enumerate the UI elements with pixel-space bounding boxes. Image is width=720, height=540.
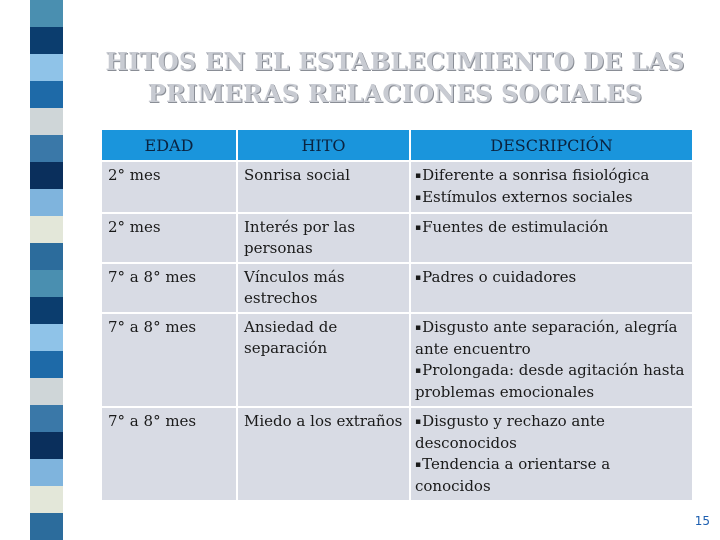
header-edad: EDAD	[101, 129, 237, 161]
cell-descripcion	[410, 263, 693, 313]
description-bullet-item	[415, 165, 686, 187]
stripe-square	[30, 81, 63, 108]
stripe-square	[30, 135, 63, 162]
stripe-square	[30, 297, 63, 324]
stripe-square	[30, 243, 63, 270]
header-hito: HITO	[237, 129, 410, 161]
stripe-square	[30, 162, 63, 189]
description-text: Tendencia a orientarse a conocidos	[415, 455, 611, 495]
cell-hito: Miedo a los extraños	[237, 407, 410, 501]
stripe-square	[30, 0, 63, 27]
table-row	[101, 313, 693, 407]
stripe-square	[30, 270, 63, 297]
cell-edad: 2° mes	[101, 161, 237, 213]
cell-hito: Vínculos más estrechos	[237, 263, 410, 313]
stripe-square	[30, 378, 63, 405]
milestones-table	[100, 128, 694, 502]
bullet-icon: ▪	[415, 323, 422, 333]
table-row	[101, 213, 693, 263]
cell-edad: 7° a 8° mes	[101, 263, 237, 313]
cell-descripcion	[410, 213, 693, 263]
description-bullet-item	[415, 317, 686, 360]
description-bullet-item	[415, 187, 686, 209]
description-text: Estímulos externos sociales	[422, 188, 633, 206]
stripe-square	[30, 351, 63, 378]
description-text: Disgusto ante separación, alegría ante encuentro	[415, 318, 678, 358]
cell-hito: Sonrisa social	[237, 161, 410, 213]
table-row	[101, 263, 693, 313]
description-bullet-item	[415, 217, 686, 239]
cell-hito: Ansiedad de separación	[237, 313, 410, 407]
cell-edad: 7° a 8° mes	[101, 407, 237, 501]
bullet-icon: ▪	[415, 460, 422, 470]
stripe-square	[30, 216, 63, 243]
slide-title: HITOS EN EL ESTABLECIMIENTO DE LAS PRIMERAS RELACIONES SOCIALES	[105, 47, 685, 108]
stripe-square	[30, 513, 63, 540]
bullet-icon: ▪	[415, 193, 422, 203]
cell-descripcion	[410, 407, 693, 501]
description-text: Diferente a sonrisa fisiológica	[422, 166, 650, 184]
stripe-square	[30, 27, 63, 54]
description-text: Prolongada: desde agitación hasta problemas emocionales	[415, 361, 685, 401]
description-text: Fuentes de estimulación	[422, 218, 609, 236]
header-descripcion: DESCRIPCIÓN	[410, 129, 693, 161]
stripe-square	[30, 324, 63, 351]
cell-descripcion	[410, 313, 693, 407]
page-number: 15	[694, 514, 710, 528]
table-row	[101, 161, 693, 213]
bullet-icon: ▪	[415, 417, 422, 427]
cell-edad: 7° a 8° mes	[101, 313, 237, 407]
cell-hito: Interés por las personas	[237, 213, 410, 263]
table-header-row	[101, 129, 693, 161]
table-row	[101, 407, 693, 501]
decorative-stripe	[30, 0, 63, 540]
description-bullet-item	[415, 454, 686, 497]
description-bullet-item	[415, 411, 686, 454]
stripe-square	[30, 189, 63, 216]
stripe-square	[30, 486, 63, 513]
description-text: Padres o cuidadores	[422, 268, 577, 286]
stripe-square	[30, 459, 63, 486]
stripe-square	[30, 54, 63, 81]
bullet-icon: ▪	[415, 273, 422, 283]
stripe-square	[30, 432, 63, 459]
description-bullet-item	[415, 360, 686, 403]
cell-edad: 2° mes	[101, 213, 237, 263]
description-text: Disgusto y rechazo ante desconocidos	[415, 412, 605, 452]
bullet-icon: ▪	[415, 171, 422, 181]
cell-descripcion	[410, 161, 693, 213]
description-bullet-item	[415, 267, 686, 289]
bullet-icon: ▪	[415, 366, 422, 376]
bullet-icon: ▪	[415, 223, 422, 233]
stripe-square	[30, 405, 63, 432]
stripe-square	[30, 108, 63, 135]
